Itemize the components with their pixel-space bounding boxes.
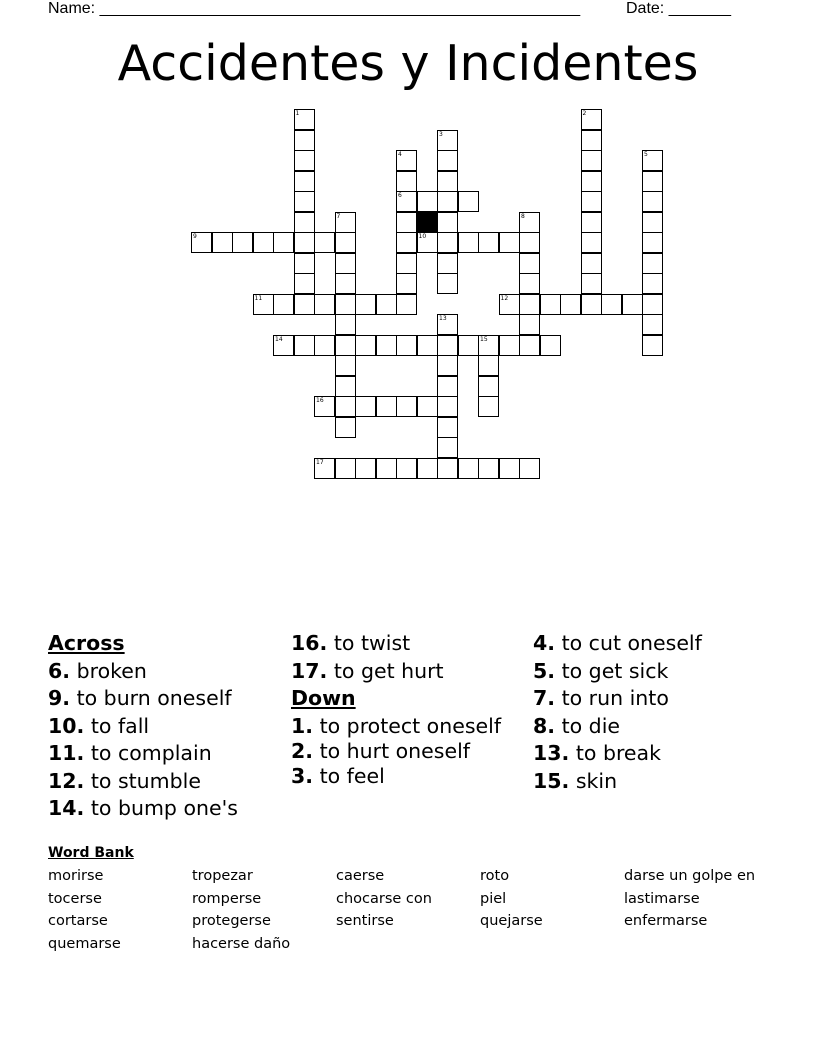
clue	[291, 715, 531, 738]
grid-cell[interactable]	[294, 109, 315, 130]
clue-number: 14	[275, 335, 283, 343]
word-bank-word: enfermarse	[624, 913, 708, 930]
clue-text: to protect oneself	[313, 713, 502, 738]
clue-num: 5.	[533, 658, 556, 683]
grid-cell[interactable]	[396, 212, 417, 233]
clue	[533, 740, 773, 768]
grid-cell[interactable]	[581, 294, 602, 315]
grid-cell[interactable]	[232, 232, 253, 253]
grid-cell[interactable]	[294, 191, 315, 212]
grid-cell[interactable]	[581, 171, 602, 192]
grid-cell[interactable]	[335, 335, 356, 356]
grid-cell[interactable]	[458, 458, 479, 479]
grid-cell[interactable]	[478, 376, 499, 397]
clue	[533, 685, 773, 713]
clue-num: 7.	[533, 686, 556, 710]
grid-cell[interactable]	[437, 396, 458, 417]
grid-cell[interactable]	[376, 458, 397, 479]
clue-num: 6.	[48, 658, 71, 683]
grid-cell[interactable]	[622, 294, 643, 315]
grid-cell[interactable]	[437, 417, 458, 438]
word-bank-word: chocarse con	[336, 890, 432, 907]
clue-num: 12.	[48, 768, 85, 793]
grid-cell[interactable]	[396, 294, 417, 315]
grid-cell[interactable]	[396, 232, 417, 253]
grid-cell[interactable]	[478, 335, 499, 356]
across-heading: Across	[48, 631, 125, 655]
clue	[533, 630, 773, 658]
grid-cell[interactable]	[335, 314, 356, 335]
grid-cell[interactable]	[478, 355, 499, 376]
clue-text: to twist	[327, 631, 411, 655]
clue	[291, 630, 531, 658]
grid-cell[interactable]	[212, 232, 233, 253]
grid-cell[interactable]	[642, 314, 663, 335]
grid-cell[interactable]	[437, 171, 458, 192]
word-bank-word: protegerse	[192, 913, 271, 930]
grid-cell[interactable]	[396, 191, 417, 212]
grid-cell[interactable]	[396, 458, 417, 479]
grid-cell[interactable]	[396, 396, 417, 417]
grid-cell[interactable]	[437, 212, 458, 233]
grid-cell[interactable]	[499, 232, 520, 253]
clue-num: 9.	[48, 686, 71, 710]
clue-text: to get sick	[555, 658, 669, 683]
grid-cell[interactable]	[642, 273, 663, 294]
clue-number: 17	[316, 458, 324, 466]
grid-cell[interactable]	[642, 191, 663, 212]
grid-cell[interactable]	[499, 294, 520, 315]
clue-text: broken	[70, 658, 147, 683]
word-bank-word: tocerse	[48, 890, 102, 907]
across-clue-list	[48, 658, 288, 823]
grid-cell[interactable]	[335, 253, 356, 274]
grid-cell[interactable]	[642, 171, 663, 192]
grid-cell[interactable]	[314, 396, 335, 417]
grid-cell[interactable]	[458, 191, 479, 212]
clue-number: 16	[316, 397, 324, 404]
grid-block	[417, 212, 438, 233]
grid-cell[interactable]	[581, 109, 602, 130]
grid-cell[interactable]	[417, 191, 438, 212]
grid-cell[interactable]	[642, 253, 663, 274]
grid-cell[interactable]	[294, 150, 315, 171]
grid-cell[interactable]	[581, 253, 602, 274]
grid-cell[interactable]	[335, 232, 356, 253]
grid-cell[interactable]	[642, 294, 663, 315]
grid-cell[interactable]	[396, 273, 417, 294]
word-bank-title: Word Bank	[48, 845, 134, 861]
grid-cell[interactable]	[437, 376, 458, 397]
clue-number: 6	[398, 192, 402, 199]
down-heading: Down	[291, 686, 356, 710]
grid-cell[interactable]	[519, 458, 540, 479]
word-bank-word: piel	[480, 890, 507, 907]
grid-cell[interactable]	[437, 273, 458, 294]
grid-cell[interactable]	[376, 294, 397, 315]
grid-cell[interactable]	[437, 355, 458, 376]
date-field-line: Date: _______	[626, 0, 731, 17]
clue-num: 16.	[291, 631, 328, 655]
clue-text: to hurt oneself	[313, 738, 470, 763]
clue	[48, 658, 288, 686]
grid-cell[interactable]	[437, 130, 458, 151]
grid-cell[interactable]	[294, 294, 315, 315]
clue-text: to feel	[313, 763, 385, 788]
grid-cell[interactable]	[437, 232, 458, 253]
word-bank-word: romperse	[192, 890, 262, 907]
grid-cell[interactable]	[396, 253, 417, 274]
clue-num: 2.	[291, 738, 314, 763]
grid-cell[interactable]	[335, 396, 356, 417]
grid-cell[interactable]	[581, 232, 602, 253]
clue-text: to complain	[84, 741, 212, 765]
grid-cell[interactable]	[396, 335, 417, 356]
clue-text: to burn oneself	[70, 686, 232, 710]
grid-cell[interactable]	[294, 273, 315, 294]
word-bank-word: tropezar	[192, 868, 253, 884]
grid-cell[interactable]	[519, 232, 540, 253]
clue-num: 3.	[291, 763, 314, 788]
clues-column-3	[533, 630, 773, 795]
grid-cell[interactable]	[294, 130, 315, 151]
grid-cell[interactable]	[519, 314, 540, 335]
grid-cell[interactable]	[642, 150, 663, 171]
clue-number: 3	[439, 130, 443, 138]
grid-cell[interactable]	[191, 232, 212, 253]
grid-cell[interactable]	[519, 294, 540, 315]
grid-cell[interactable]	[396, 150, 417, 171]
grid-cell[interactable]	[396, 171, 417, 192]
clue-number: 11	[254, 294, 263, 302]
clue	[533, 713, 773, 741]
grid-cell[interactable]	[540, 335, 561, 356]
grid-cell[interactable]	[519, 335, 540, 356]
grid-cell[interactable]	[437, 458, 458, 479]
grid-cell[interactable]	[601, 294, 622, 315]
grid-cell[interactable]	[294, 171, 315, 192]
grid-cell[interactable]	[642, 232, 663, 253]
word-bank-word: roto	[480, 868, 510, 884]
grid-cell[interactable]	[355, 335, 376, 356]
grid-cell[interactable]	[417, 335, 438, 356]
clue-number: 15	[480, 335, 488, 343]
grid-cell[interactable]	[478, 396, 499, 417]
grid-cell[interactable]	[314, 232, 335, 253]
clue-number: 4	[398, 151, 402, 158]
grid-cell[interactable]	[581, 212, 602, 233]
grid-cell[interactable]	[417, 396, 438, 417]
word-bank-word: caerse	[336, 868, 385, 884]
grid-cell[interactable]	[335, 417, 356, 438]
clue-number: 9	[193, 233, 197, 240]
clue	[291, 740, 531, 763]
clue-text: to run into	[555, 686, 669, 710]
grid-cell[interactable]	[314, 294, 335, 315]
clue-text: to cut oneself	[555, 631, 702, 655]
grid-cell[interactable]	[335, 376, 356, 397]
grid-cell[interactable]	[458, 232, 479, 253]
clue	[291, 658, 531, 686]
grid-cell[interactable]	[478, 232, 499, 253]
grid-cell[interactable]	[253, 232, 274, 253]
clue-num: 11.	[48, 741, 85, 765]
grid-cell[interactable]	[294, 253, 315, 274]
grid-cell[interactable]	[417, 232, 438, 253]
grid-cell[interactable]	[519, 212, 540, 233]
clue-text: to get hurt	[327, 658, 444, 683]
grid-cell[interactable]	[417, 458, 438, 479]
word-bank-word: quemarse	[48, 936, 121, 953]
clue-number: 8	[521, 212, 525, 220]
clue-number: 2	[582, 110, 587, 117]
grid-cell[interactable]	[273, 335, 294, 356]
down-clue-list-continued	[533, 630, 773, 795]
grid-cell[interactable]	[642, 335, 663, 356]
crossword-grid	[0, 0, 816, 520]
name-field-line: Name: ______________________________________________________	[48, 0, 581, 17]
word-bank-word: darse un golpe en	[624, 868, 756, 884]
grid-cell[interactable]	[273, 232, 294, 253]
grid-cell[interactable]	[437, 437, 458, 458]
clue	[48, 685, 288, 713]
clue	[291, 765, 531, 788]
clues-column-2	[291, 630, 531, 790]
grid-cell[interactable]	[642, 212, 663, 233]
grid-cell[interactable]	[581, 191, 602, 212]
grid-cell[interactable]	[458, 335, 479, 356]
grid-cell[interactable]	[335, 212, 356, 233]
clue-text: to die	[555, 713, 620, 738]
grid-cell[interactable]	[540, 294, 561, 315]
grid-cell[interactable]	[253, 294, 274, 315]
grid-cell[interactable]	[355, 396, 376, 417]
clue-num: 17.	[291, 658, 328, 683]
across-clue-list-continued	[291, 630, 531, 685]
word-bank-word: morirse	[48, 868, 104, 884]
clue-num: 10.	[48, 713, 85, 738]
clue-num: 1.	[291, 713, 314, 738]
grid-cell[interactable]	[560, 294, 581, 315]
clue-number: 10	[418, 233, 427, 240]
word-bank-word: quejarse	[480, 913, 543, 930]
grid-cell[interactable]	[294, 212, 315, 233]
grid-cell[interactable]	[519, 253, 540, 274]
clue-number: 12	[500, 294, 509, 302]
word-bank-word: lastimarse	[624, 890, 700, 907]
clue	[48, 740, 288, 768]
grid-cell[interactable]	[273, 294, 294, 315]
grid-cell[interactable]	[376, 335, 397, 356]
clue-number: 5	[644, 151, 648, 158]
clues-column-1	[48, 630, 288, 823]
page-title: Accidentes y Incidentes	[117, 35, 699, 92]
grid-cell[interactable]	[478, 458, 499, 479]
clue-num: 4.	[533, 631, 556, 655]
clue-text: to fall	[84, 713, 150, 738]
grid-cell[interactable]	[581, 273, 602, 294]
grid-cell[interactable]	[437, 150, 458, 171]
word-bank-word: sentirse	[336, 913, 394, 930]
clue-text: to stumble	[84, 768, 201, 793]
grid-cell[interactable]	[314, 458, 335, 479]
grid-cell[interactable]	[437, 335, 458, 356]
clue-text: skin	[569, 768, 618, 793]
clue	[48, 713, 288, 741]
clue-text: to bump one's	[84, 796, 238, 820]
grid-cell[interactable]	[376, 396, 397, 417]
clue-number: 1	[295, 110, 300, 117]
grid-cell[interactable]	[499, 458, 520, 479]
grid-cell[interactable]	[581, 150, 602, 171]
clue-text: to break	[569, 741, 661, 765]
grid-cell[interactable]	[335, 355, 356, 376]
clue-num: 13.	[533, 741, 570, 765]
clue	[533, 658, 773, 686]
clue-number: 13	[439, 315, 447, 322]
word-bank-word: cortarse	[48, 913, 108, 930]
clue-num: 15.	[533, 768, 570, 793]
grid-cell[interactable]	[335, 294, 356, 315]
grid-cell[interactable]	[581, 130, 602, 151]
clue	[48, 795, 288, 823]
grid-cell[interactable]	[519, 273, 540, 294]
grid-cell[interactable]	[294, 335, 315, 356]
clue	[533, 768, 773, 796]
grid-cell[interactable]	[335, 273, 356, 294]
word-bank-word: hacerse daño	[192, 936, 291, 953]
grid-cell[interactable]	[437, 253, 458, 274]
clue-num: 8.	[533, 713, 556, 738]
grid-cell[interactable]	[355, 294, 376, 315]
grid-cell[interactable]	[335, 458, 356, 479]
clue-num: 14.	[48, 796, 85, 820]
grid-cell[interactable]	[314, 335, 335, 356]
clue	[48, 768, 288, 796]
grid-cell[interactable]	[437, 314, 458, 335]
clue-number: 7	[336, 212, 341, 220]
grid-cell[interactable]	[294, 232, 315, 253]
grid-cell[interactable]	[355, 458, 376, 479]
down-clue-list	[291, 715, 531, 788]
grid-cell[interactable]	[499, 335, 520, 356]
grid-cell[interactable]	[437, 191, 458, 212]
